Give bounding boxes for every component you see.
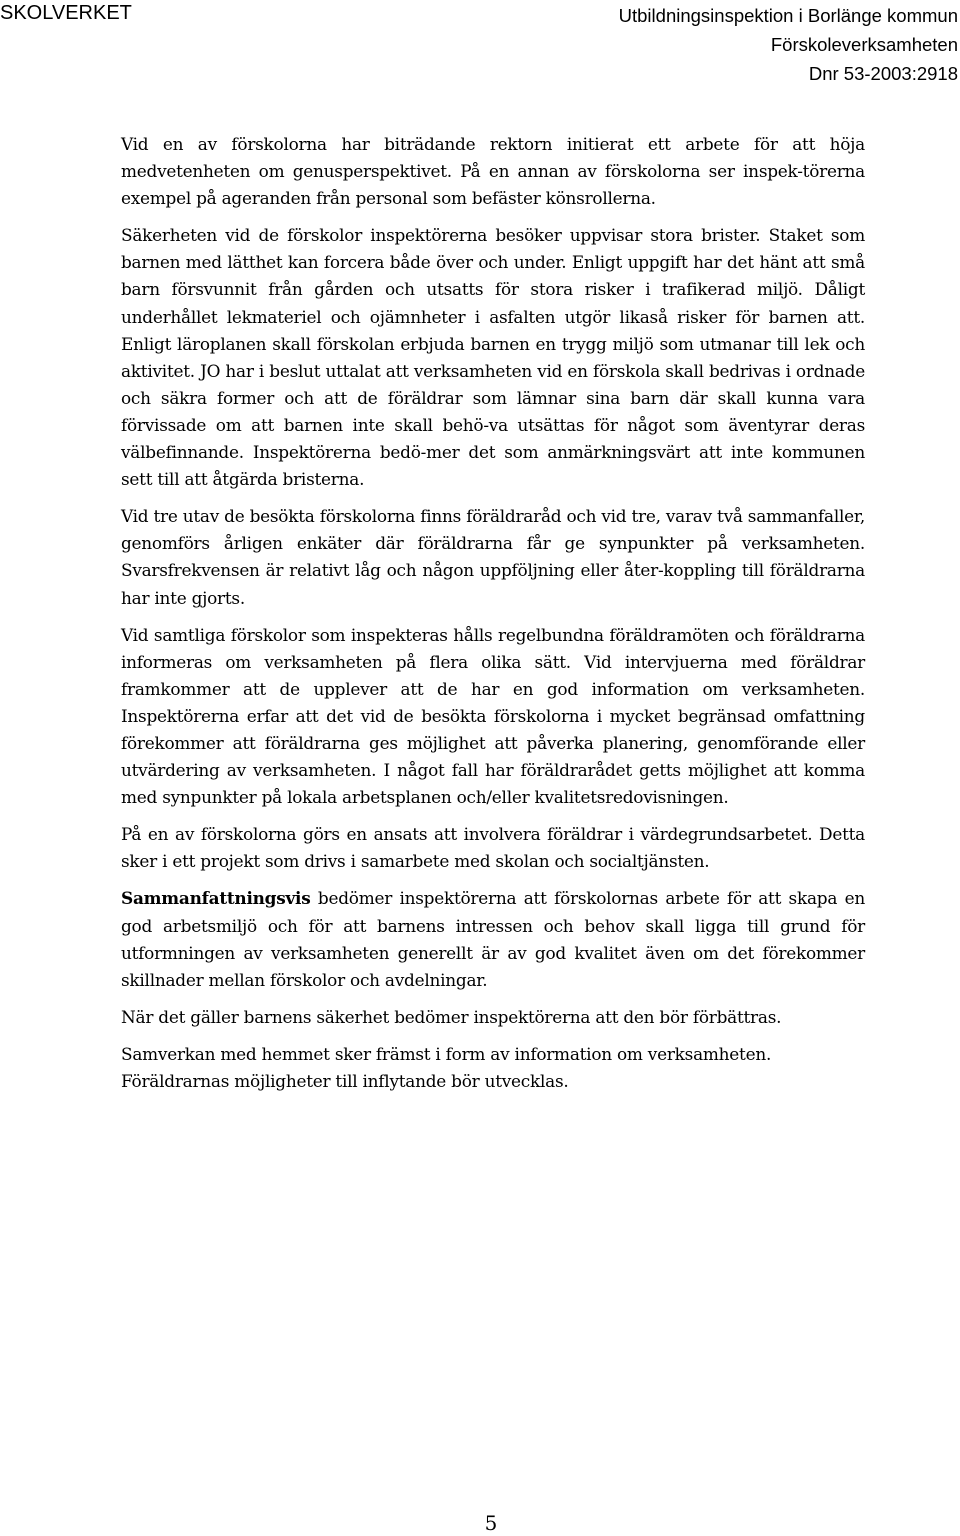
summary-text: bedömer inspektörerna att förskolornas arbete för att skapa en god arbetsmiljö och för att barnens intressen och behov skall ligga till grund för utformningen av verksamheten generellt är av god kvalitet även om det förekommer skillnader mellan förskolor och avdelningar. [121,888,865,990]
document-body [121,131,865,1095]
paragraph-foraldrarad: Vid tre utav de besökta förskolorna finns föräldraråd och vid tre, varav två sammanfaller, genomförs årligen enkäter där föräldrarna får ge synpunkter på verksamheten. Svarsfrekvensen är relativt låg och någon uppföljning eller åter-koppling till föräldrarna har inte gjorts. [121,506,865,608]
organization-name: SKOLVERKET [0,2,132,24]
paragraph-sammanfattning [121,885,865,993]
summary-lead: Sammanfattningsvis [121,888,311,909]
document-reference: Dnr 53-2003:2918 [808,63,958,84]
paragraph-genus: Vid en av förskolorna har biträdande rektorn initierat ett arbete för att höja medvetenheten om genusperspektivet. På en annan av förskolorna ser inspek-törerna exempel på ageranden från personal som befäster könsrollerna. [121,134,865,209]
document-title: Utbildningsinspektion i Borlänge kommun [618,5,958,26]
paragraph-sakerhet: Säkerheten vid de förskolor inspektörerna besöker uppvisar stora brister. Staket som barnen med lätthet kan forcera både över och under. Enligt uppgift har det hänt att små barn försvunnit från gården och utsatts för stora risker i trafikerad miljö. Dåligt underhållet lekmateriel och ojämnheter i asfalten utgör likaså risker för barnen att. Enligt läroplanen skall förskolan erbjuda barnen en trygg miljö som utmanar till lek och aktivitet. JO har i beslut uttalat att verksamheten vid en förskola skall bedrivas i ordnade och säkra former och att de föräldrar som lämnar sina barn där skall kunna vara förvissade om att barnen inte skall behö-va utsättas för något som äventyrar deras välbefinnande. Inspektörerna bedö-mer det som anmärkningsvärt att inte kommunen sett till att åtgärda bristerna. [121,225,865,490]
paragraph-samverkan: Samverkan med hemmet sker främst i form av information om verksamheten. Föräldrarnas möjligheter till inflytande bör utvecklas. [121,1043,772,1091]
page-number: 5 [484,1511,498,1535]
paragraph-vardegrund: På en av förskolorna görs en ansats att involvera föräldrar i värdegrundsarbetet. Detta sker i ett projekt som drivs i samarbete med skolan och socialtjänsten. [121,824,865,872]
paragraph-foraldramoten: Vid samtliga förskolor som inspekteras hålls regelbundna föräldramöten och föräldrarna informeras om verksamheten på flera olika sätt. Vid intervjuerna med föräldrar framkommer att de upplever att de har en god information om verksamheten. Inspektörerna erfar att det vid de besökta förskolorna i mycket begränsad omfattning förekommer att föräldrarna ges möjlighet att påverka planering, genomförande eller utvärdering av verksamheten. I något fall har föräldrarådet getts möjlighet att komma med synpunkter på lokala arbetsplanen och/eller kvalitetsredovisningen. [121,624,865,808]
document-subtitle: Förskoleverksamheten [770,34,958,55]
paragraph-barnens-sakerhet: När det gäller barnens säkerhet bedömer inspektörerna att den bör förbättras. [121,1006,782,1027]
document-header [478,1,958,88]
